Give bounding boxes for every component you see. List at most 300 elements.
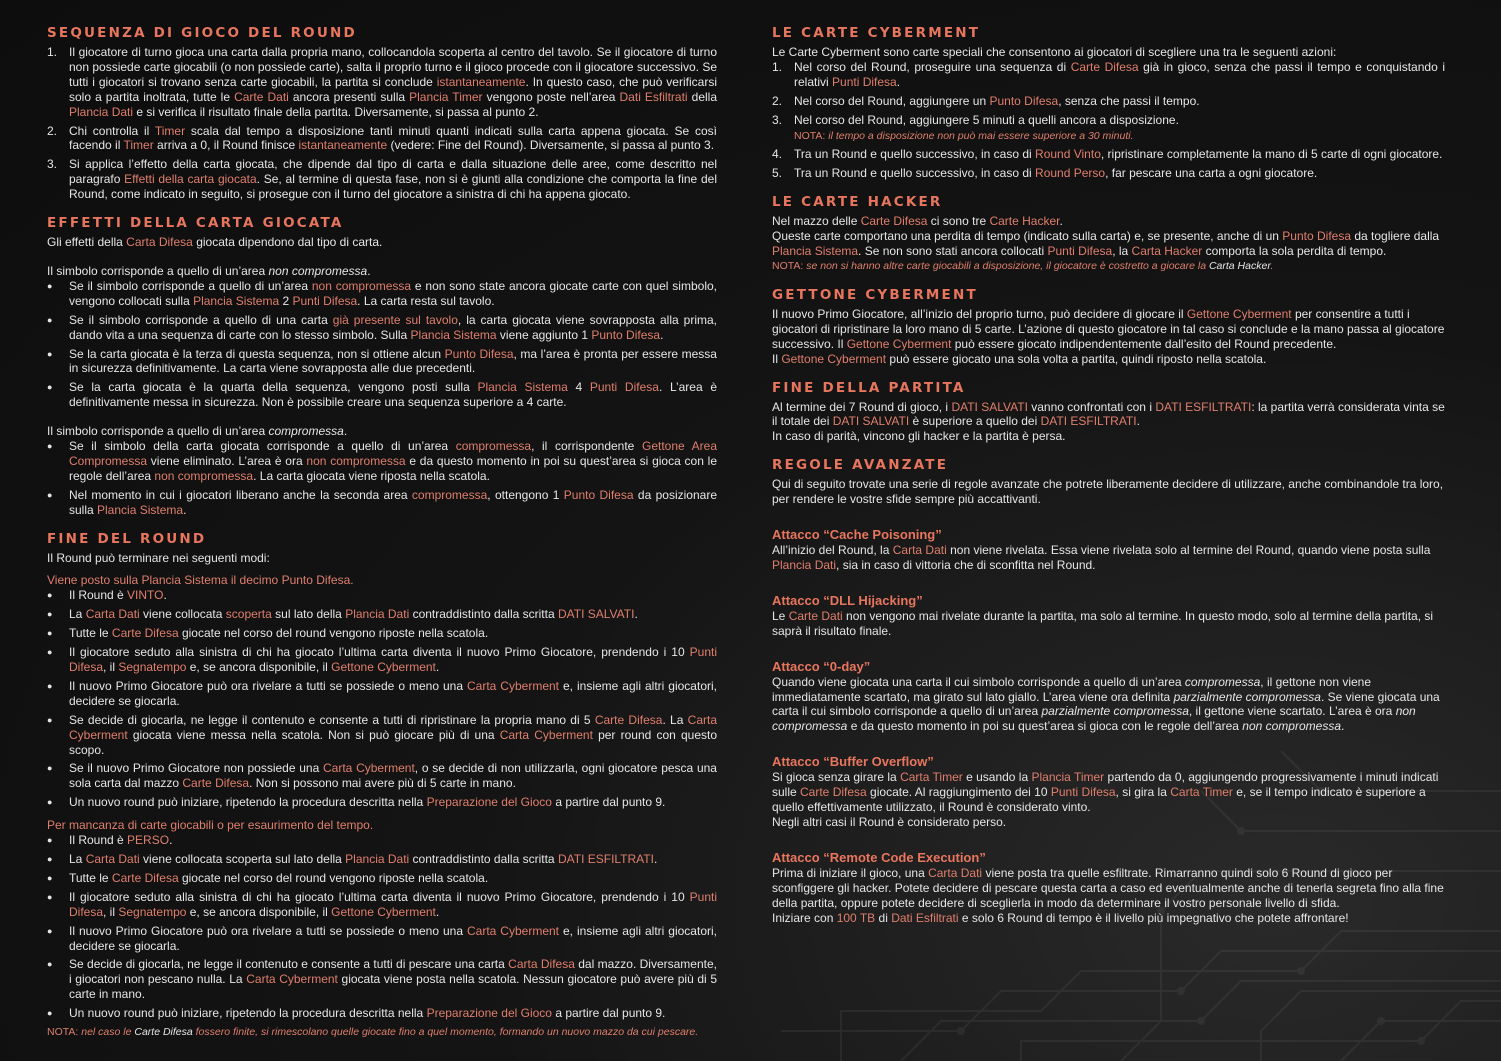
text-run: e, insieme agli altri giocatori, decidere se giocarla. [69,678,717,708]
text-run: Al termine dei 7 Round di gioco, i [772,399,952,414]
highlight-text: Carta Dati [928,865,983,880]
numbered-item [772,166,1445,181]
highlight-text: Plancia Dati [69,104,134,119]
text-run: Carta Hacker [1208,259,1271,272]
item-number: 2. [772,93,783,108]
text-run: Chi controlla il [69,123,155,138]
item-number: 2. [47,123,58,138]
text-run: viene aggiunto 1 [496,327,592,342]
text-run: può essere giocato indipendentemente dall’esito del Round precedente. [951,336,1337,351]
text-run: La [69,851,86,866]
text-run: e, se ancora disponibile, il [186,904,332,919]
text-run: giocata dipendono dal tipo di carta. [192,235,383,250]
highlight-text: Carte Hacker [989,214,1060,229]
text-run: Si gioca senza girare la [772,770,901,785]
text-run: 2 [279,293,293,308]
subhead-compromessa [47,424,717,439]
highlight-text: Carte Difesa [111,626,179,641]
hacker-p1 [772,214,1445,229]
text-run: a partire dal punto 9. [551,795,666,810]
highlight-text: parzialmente compromessa [1173,689,1321,704]
highlight-text: non compromessa [154,468,254,483]
item-number: 3. [47,157,58,172]
highlight-text: Carte Difesa [1070,59,1139,74]
bullet-icon: ● [47,872,53,883]
text-run: ancora presenti sulla [288,89,410,104]
highlight-text: Dati Esfiltrati [619,89,688,104]
text-run: Il Round è [69,588,128,603]
numbered-item [772,147,1445,162]
bullet-icon: ● [47,853,53,864]
text-run: Se il nuovo Primo Giocatore non possiede una [69,761,324,776]
highlight-text: istantaneamente [436,74,526,89]
text-run: sul lato della [271,607,346,622]
text-run: della [687,89,717,104]
text-run: . Non si possono mai avere più di 5 carte in mano. [249,776,516,791]
highlight-text: se non si hanno altre carte giocabili a disposizione, il giocatore è costretto a giocare la [803,259,1209,272]
highlight-text: Plancia Sistema [477,380,568,395]
highlight-text: istantaneamente [298,138,388,153]
text-run: Il giocatore di turno gioca una carta dalla propria mano, collocandola scoperta al centro del tavolo. Se il giocatore di turno non possiede carte giocabili (o non possiede carte), salta il proprio turno e il gioco procede con il giocatore successivo. Se tutti i giocatori si trovano senza carte giocabili, la partita si conclude [69,45,717,89]
cyberment-actions [772,60,1445,181]
text-run: Tra un Round e quello successivo, in caso di [794,147,1036,162]
text-run: Il Round è [69,833,128,848]
highlight-text: Punti Difesa [589,380,659,395]
text-run: . [1059,214,1063,229]
bullet-icon: ● [47,314,53,325]
highlight-text: Carte Difesa [182,776,250,791]
text-run: , sia in caso di vittoria che di sconfitta nel Round. [836,557,1096,572]
attack-dll-hijacking-text [772,609,1445,639]
text-run: . L’area è definitivamente messa in sicurezza. Non è possibile creare una sequenza superiore a 4 carte. [69,380,718,410]
highlight-text: Segnatempo [118,904,187,919]
highlight-text: Carte Difesa [800,785,867,800]
highlight-text: Carta Cyberment [466,678,559,693]
hacker-p2 [772,229,1445,259]
avanzate-intro: Qui di seguito trovate una serie di regole avanzate che potrete liberamente decidere di utilizzare, anche combinandole tra loro, per rendere le vostre sfide sempre più accattivanti. [772,477,1444,507]
highlight-text: Carte Difesa [860,214,928,229]
text-run: . [435,904,440,919]
bullet-icon: ● [47,441,53,452]
bullet-icon: ● [47,489,53,500]
text-run: Il simbolo corrisponde a quello di un’area [47,424,269,439]
text-run: viene collocata [139,607,226,622]
text-run: Nel momento in cui i giocatori liberano anche la seconda area [69,487,412,502]
item-number: 3. [772,112,783,127]
text-run: Se la carta giocata è la terza di questa sequenza, non si ottiene alcun [69,346,445,361]
end-round-intro: Il Round può terminare nei seguenti modi: [47,550,270,565]
text-run: , il gettone viene scartato. L’area è ora [1188,704,1396,719]
section-title-effetti: EFFETTI DELLA CARTA GIOCATA [47,215,344,232]
text-run: . La carta resta sul tavolo. [357,293,495,308]
text-run: e solo 6 Round di tempo è il livello più impegnativo che potete affrontare! [958,910,1349,925]
text-run: giocata viene messa nella scatola. Non si può giocare più di una [127,727,500,742]
highlight-text: Carta Difesa [126,235,193,250]
text-run: . [1341,719,1345,734]
section-title-gettone: GETTONE CYBERMENT [772,286,978,303]
highlight-text: non compromessa [306,453,406,468]
text-run: Il giocatore seduto alla sinistra di chi ha giocato l’ultima carta diventa il nuovo Primo Giocatore, prendendo i 10 [69,889,690,904]
bullet-item [47,1006,717,1021]
highlight-text: Plancia Dati [345,607,410,622]
highlight-text: il tempo a disposizione non può mai essere superiore a 30 minuti. [825,129,1134,142]
highlight-text: PERSO [127,833,170,848]
text-run: . [183,502,187,517]
fine-partita-p1 [772,400,1445,430]
effects-intro [47,235,717,250]
highlight-text: Carte Difesa [111,870,179,885]
text-run: Un nuovo round può iniziare, ripetendo la procedura descritta nella [69,795,427,810]
section-title-sequenza: SEQUENZA DI GIOCO DEL ROUND [47,25,357,41]
text-run: . [163,588,167,603]
text-run: . [896,74,901,89]
text-run: All’inizio del Round, la [772,543,893,558]
highlight-text: Plancia Sistema [97,502,184,517]
lose-steps-list [47,833,717,1021]
text-run: da posizionare sulla [69,487,717,517]
text-run: giocate nel corso del round vengono riposte nella scatola. [178,870,489,885]
highlight-text: Carte Dati [234,89,289,104]
highlight-text: Plancia Sistema [410,327,497,342]
highlight-text: parzialmente compromessa [1041,704,1189,719]
text-run: giocate. Al raggiungimento dei 10 [866,785,1051,800]
bullet-item [47,713,717,758]
text-run: , la carta giocata viene sovrapposta alla prima, dando vita a una sequenza di carte con lo stesso simbolo. Sulla [69,312,717,342]
note-tempo [772,129,1445,144]
attack-rce-text [772,866,1445,911]
highlight-text: Carte Difesa [594,712,663,727]
text-run: (vedere: Fine del Round). Diversamente, si passa al punto 3. [387,138,715,153]
subhead-non-compromessa [47,264,717,279]
text-run: comporta la sola perdita di tempo. [1202,244,1387,259]
text-run: già in gioco, senza che passi il tempo e conquistando i relativi [794,59,1445,89]
bullet-icon: ● [47,280,53,291]
text-run: , senza che passi il tempo. [1058,93,1200,108]
text-run: partendo da 0, aggiungendo progressivamente i minuti indicati sulle [772,770,1439,800]
attack-rce-text-2 [772,911,1445,926]
bullet-icon: ● [47,382,53,393]
highlight-text: Punti Difesa [69,645,717,674]
text-run: Il simbolo corrisponde a quello di un’area [47,263,269,278]
text-run: vengono poste nell’area [482,89,620,104]
highlight-text: Carta Dati [892,543,947,558]
text-run: giocate nel corso del round vengono riposte nella scatola. [178,626,489,641]
item-number: 5. [772,166,783,181]
text-run: è superiore a quello dei [909,414,1041,429]
text-run: e da questo momento in poi su quest’area si gioca con le regole dell’area [69,453,718,483]
text-run: contraddistinto dalla scritta [409,851,558,866]
highlight-text: DATI SALVATI [832,414,910,429]
highlight-text: Carta Timer [1170,785,1233,800]
bullet-icon: ● [47,647,53,658]
text-run: , ripristinare completamente la mano di 5 carte di ogni giocatore. [1100,147,1443,162]
highlight-text: Gettone Cyberment [331,904,436,919]
text-run: Gli effetti della [47,235,127,250]
highlight-text: Carta Cyberment [499,727,593,742]
numbered-item [47,45,717,120]
bullet-icon: ● [47,590,53,601]
text-run: non vengono mai rivelate durante la partita, ma solo al termine. In questo modo, solo al termine della partita, si saprà il risultato finale. [772,608,1434,638]
bullet-item [47,761,717,791]
text-run: , la [1112,244,1132,259]
win-steps-list [47,588,717,810]
bullet-icon: ● [47,348,53,359]
text-run: Quando viene giocata una carta il cui simbolo corrisponde a quello di un’area [772,674,1185,689]
bullet-icon: ● [47,763,53,774]
highlight-text: Plancia Dati [345,851,410,866]
bullet-icon: ● [47,609,53,620]
bullet-icon: ● [47,891,53,902]
text-run: contraddistinto dalla scritta [409,607,558,622]
bullet-item [47,279,717,309]
text-run: . [367,263,371,278]
text-run: . Se, al termine di questa fase, non si è giunti alla condizione che comporta la fine del Round, come indicato in seguito, si prosegue con il turno del giocatore a sinistra di chi ha appena giocato. [69,172,717,202]
text-run: . [435,660,440,674]
section-title-fine-round: FINE DEL ROUND [47,530,207,547]
text-run: Il nuovo Primo Giocatore può ora rivelare a tutti se possiede o meno una [69,678,467,693]
highlight-text: fossero finite, si rimescolano quelle giocate fino a quel momento, formando un nuovo mazzo da cui pescare. [192,1026,699,1039]
numbered-item [47,157,717,202]
bullet-item [47,957,717,1002]
text-run: per consentire a tutti i giocatori di ripristinare la loro mano di 5 carte. L’azione di questo giocatore in tal caso si conclude e la mano passa al giocatore successivo. Il [772,306,1445,351]
text-run: : la partita verrà considerata vinta se il totale dei [772,399,1445,429]
text-run: Le [772,608,789,623]
bullet-item [47,852,717,867]
text-run: Queste carte comportano una perdita di tempo (indicato sulla carta) e, se presente, anche di un [772,229,1283,244]
text-run: vanno confrontati con i [1027,399,1156,414]
text-run: Il nuovo Primo Giocatore, all’inizio del proprio turno, può decidere di giocare il [772,306,1187,321]
gettone-p1 [772,307,1445,352]
highlight-text: Carta Difesa [508,957,575,972]
text-run: di [875,910,892,925]
text-run: e non sono state ancora giocate carte con quel simbolo, vengono collocati sulla [69,278,717,308]
text-run: Tra un Round e quello successivo, in caso di [794,166,1036,181]
highlight-text: Carta Dati [85,851,140,866]
text-run: scala dal tempo a disposizione tanti minuti quanti indicati sulla carta appena giocata. Se così facendo il [69,123,717,153]
text-run: Nel mazzo delle [772,214,861,229]
text-run: Se decide di giocarla, ne legge il contenuto e consente a tutti di ripristinare la propria mano di 5 [69,712,595,727]
bullet-icon: ● [47,1008,53,1019]
highlight-text: Preparazione del Gioco [426,795,552,810]
highlight-text: Carta Hacker [1131,244,1203,259]
highlight-text: DATI SALVATI [557,607,635,622]
win-condition-head: Viene posto sulla Plancia Sistema il decimo Punto Difesa. [47,573,354,588]
text-run: e, insieme agli altri giocatori, decidere se giocarla. [69,923,717,953]
text-run: Nel corso del Round, proseguire una sequenza di [794,59,1071,74]
text-run: Se decide di giocarla, ne legge il contenuto e consente a tutti di pescare una carta [69,957,509,972]
highlight-text: scoperta [225,607,272,622]
highlight-text: Timer [123,138,154,153]
text-run: . La carta giocata viene riposta nella scatola. [253,468,490,483]
highlight-text: Plancia Timer [409,89,483,104]
attack-buffer-overflow-text-2: Negli altri casi il Round è considerato perso. [772,815,1007,829]
highlight-text: Punto Difesa [1282,229,1352,244]
text-run: non viene rivelata. Essa viene rivelata solo al termine del Round, quando viene posta sulla [946,543,1431,558]
highlight-text: DATI ESFILTRATI [1040,414,1137,429]
text-run: , il corrispondente [531,439,642,454]
bullet-item [47,607,717,622]
item-number: 1. [47,45,58,59]
highlight-text: DATI SALVATI [951,399,1028,414]
text-run: Tutte le [69,626,112,641]
text-run: NOTA: [772,259,804,272]
bullet-item [47,347,717,377]
attack-cache-poisoning-title: Attacco “Cache Poisoning” [772,527,942,543]
bullet-item [47,313,717,343]
bullet-item [47,924,717,954]
text-run: e da questo momento in poi su quest’area si gioca con le regole dell’area [847,719,1243,734]
highlight-text: Carta Timer [900,770,963,785]
section-title-hacker: LE CARTE HACKER [772,194,943,211]
highlight-text: Round Perso [1035,166,1106,181]
bullet-icon: ● [47,714,53,725]
fine-partita-p2: In caso di parità, vincono gli hacker e la partita è persa. [772,429,1066,444]
bullet-icon: ● [47,959,53,970]
text-run: Se il simbolo corrisponde a quello di un’area [69,278,312,293]
attack-0day-title: Attacco “0-day” [772,658,871,674]
text-run: Iniziare con [772,910,837,925]
text-run: Se la carta giocata è la quarta della sequenza, vengono posti sulla [69,380,478,395]
note-carte-difesa [47,1025,717,1040]
highlight-text: Punto Difesa [989,93,1059,108]
bullet-icon: ● [47,835,53,846]
text-run: Prima di iniziare il gioco, una [772,865,929,880]
text-run: Carte Difesa [134,1026,193,1039]
highlight-text: Punto Difesa [591,327,661,342]
attack-cache-poisoning-text [772,543,1445,573]
sequence-steps [47,45,717,202]
highlight-text: Carta Cyberment [466,923,559,938]
text-run: viene eliminato. L’area è ora [147,453,307,468]
non-compromessa-list [47,279,717,410]
highlight-text: Dati Esfiltrati [891,910,959,925]
attack-buffer-overflow-text [772,770,1445,815]
highlight-text: Punti Difesa [1050,785,1116,800]
item-number: 4. [772,147,783,162]
highlight-text: Effetti della carta giocata [124,172,257,187]
text-run: , il [103,660,119,674]
text-run: NOTA: [794,129,826,142]
attack-dll-hijacking-title: Attacco “DLL Hijacking” [772,592,923,608]
text-run: 4 [567,380,590,395]
highlight-text: Gettone Cyberment [1186,306,1292,321]
text-run: , il [103,904,119,919]
text-run: . La [662,712,688,727]
text-run: Un nuovo round può iniziare, ripetendo la procedura descritta nella [69,1006,427,1021]
highlight-text: Plancia Dati [772,557,837,572]
highlight-text: Carta Cyberment [323,761,415,776]
numbered-item [772,60,1445,90]
attack-rce-title: Attacco “Remote Code Execution” [772,849,986,865]
highlight-text: Gettone Cyberment [846,336,952,351]
text-run: e si verifica il risultato finale della partita. Diversamente, si passa al punto 2. [133,104,539,119]
text-run: . Se non sono stati ancora collocati [858,244,1048,259]
text-run: , si gira la [1115,785,1171,800]
highlight-text: non compromessa [1242,719,1341,734]
bullet-item [47,439,717,484]
section-title-fine-partita: FINE DELLA PARTITA [772,379,966,396]
highlight-text: non compromessa [268,263,368,278]
bullet-item [47,380,717,410]
text-run: . [343,424,348,439]
text-run: Il [772,351,782,366]
attack-0day-text [772,675,1445,735]
highlight-text: Carte Dati [788,608,843,623]
text-run: viene collocata scoperta sul lato della [139,851,346,866]
text-run: . Se viene giocata una carta il cui simbolo corrisponde a quello di un’area [772,689,1440,719]
text-run: giocata viene posta nella scatola. Nessun giocatore può avere più di 5 carte in mano. [69,972,718,1002]
highlight-text: . [1270,259,1274,272]
highlight-text: Punti Difesa [1047,244,1113,259]
text-run: , o se decide di non utilizzarla, ogni giocatore pesca una sola carta dal mazzo [69,761,717,791]
highlight-text: non compromessa [311,278,412,293]
highlight-text: compromessa [455,439,532,454]
bullet-item [47,890,717,920]
note-hacker [772,259,1445,274]
text-run: Il nuovo Primo Giocatore può ora rivelare a tutti se possiede o meno una [69,923,467,938]
text-run: . [1136,414,1140,429]
highlight-text: Plancia Timer [1031,770,1105,785]
text-run: . In questo caso, che può verificarsi solo a partita inoltrata, tutte le [69,74,717,104]
text-run: . [169,833,173,848]
highlight-text: Punto Difesa [444,346,514,361]
text-run: , ma l’area è pronta per essere messa in sicurezza definitivamente. La carta viene sovrapposta alle due precedenti. [69,346,717,376]
text-run: Si applica l’effetto della carta giocata, che dipende dal tipo di carta e dalla situazione delle aree, come descritto nel paragrafo [69,157,717,187]
bullet-item [47,871,717,886]
bullet-item [47,588,717,603]
highlight-text: Carta Cyberment [246,972,338,987]
text-run: e usando la [962,770,1032,785]
text-run: . [634,607,638,622]
highlight-text: DATI ESFILTRATI [557,851,654,866]
highlight-text: 100 TB [836,910,876,925]
text-run: e, se ancora disponibile, il [186,660,332,674]
lose-condition-head: Per mancanza di carte giocabili o per esaurimento del tempo. [47,818,374,833]
highlight-text: Gettone Area Compromessa [69,439,717,468]
section-title-avanzate: REGOLE AVANZATE [772,457,949,474]
highlight-text: Plancia Sistema [193,293,280,308]
attack-buffer-overflow-title: Attacco “Buffer Overflow” [772,754,934,770]
highlight-text: nel caso le [78,1026,135,1039]
highlight-text: Punti Difesa [292,293,358,308]
text-run: Nel corso del Round, aggiungere 5 minuti a quelli ancora a disposizione. [794,112,1179,127]
highlight-text: compromessa [1184,674,1261,689]
gettone-p2 [772,352,1445,367]
text-run: arriva a 0, il Round finisce [153,138,299,153]
highlight-text: Punto Difesa [563,487,634,502]
text-run: e, se il tempo indicato è superiore a quello effettivamente utilizzato, il Round è considerato vinto. [772,785,1426,815]
left-column [47,24,717,1040]
highlight-text: già presente sul tavolo [332,312,458,327]
highlight-text: Segnatempo [118,660,187,674]
highlight-text: compromessa [268,424,344,439]
highlight-text: Carta Cyberment [69,712,717,742]
section-title-cyberment: LE CARTE CYBERMENT [772,25,981,41]
highlight-text: Gettone Cyberment [781,351,887,366]
highlight-text: Carta Dati [85,607,140,622]
highlight-text: non compromessa [772,704,1416,734]
compromessa-list [47,439,717,518]
highlight-text: Round Vinto [1035,147,1101,162]
text-run: da togliere dalla [1351,229,1440,244]
highlight-text: compromessa [411,487,488,502]
text-run: La [69,607,86,622]
cyberment-intro: Le Carte Cyberment sono carte speciali che consentono ai giocatori di scegliere una tra le seguenti azioni: [772,45,1337,59]
bullet-item [47,645,717,675]
bullet-icon: ● [47,628,53,639]
right-column [772,24,1445,926]
text-run: , far pescare una carta a ogni giocatore. [1105,166,1318,181]
